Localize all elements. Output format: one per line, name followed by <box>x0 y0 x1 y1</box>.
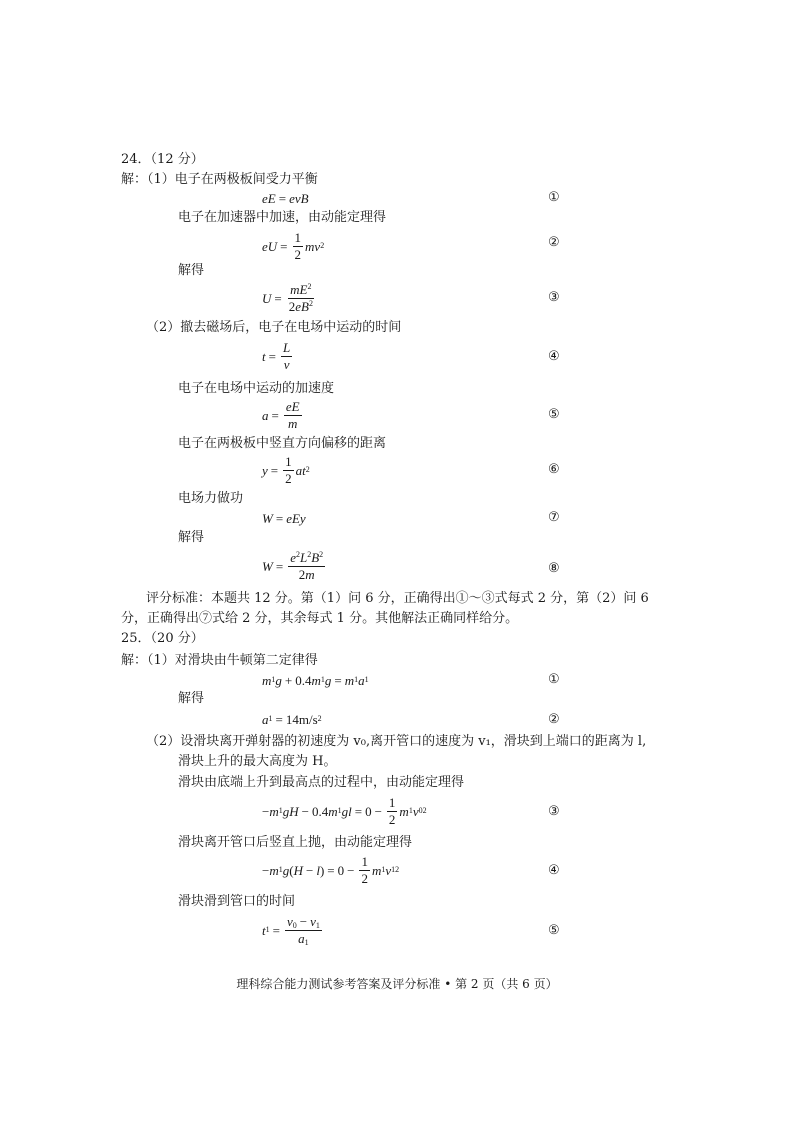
q24-eq-6: y = $\frac{1}{2}$ at 2 <box>262 453 310 486</box>
q25-mark-1: ① <box>548 672 560 687</box>
q24-line-4: （2）撤去磁场后，电子在电场中运动的时间 <box>146 320 402 335</box>
q25-eq-5: t 1 = $\frac{v_0 - v_1}{a_1}$ <box>262 913 320 947</box>
q25-line-7: 滑块滑到管口的时间 <box>178 894 296 909</box>
q25-mark-3: ③ <box>548 804 560 819</box>
q24-eq-2: eU = $\frac{1}{2}$ mv 2 <box>262 229 325 262</box>
q24-line-3: 解得 <box>178 263 205 278</box>
q24-eq-7: W = eEy <box>262 510 306 526</box>
q24-header: 24．（12 分） <box>121 152 204 167</box>
q24-line-1: 解：（1）电子在两极板间受力平衡 <box>121 172 318 187</box>
q24-mark-3: ③ <box>548 290 560 305</box>
q25-line-5: 滑块由底端上升到最高点的过程中，由动能定理得 <box>178 775 465 790</box>
q25-eq-4: − m 1 g ( H − l ) = 0 − $\frac{1}{2}$ m 1 v 1 2 <box>262 853 400 886</box>
page-footer: 理科综合能力测试参考答案及评分标准 • 第 2 页（共 6 页） <box>236 977 558 991</box>
q24-eq-3: U = $\frac{mE^2}{2eB^2}$ <box>262 281 313 314</box>
q24-scoring-2: 分，正确得出⑦式给 2 分，其余每式 1 分。其他解法正确同样给分。 <box>121 611 519 626</box>
q25-eq-1: m 1 g + 0.4 m 1 g = m 1 a 1 <box>262 672 369 688</box>
q24-line-8: 解得 <box>178 530 205 545</box>
q25-header: 25．（20 分） <box>121 631 204 646</box>
q24-line-5: 电子在电场中运动的加速度 <box>178 381 335 396</box>
q25-line-4: 滑块上升的最大高度为 H。 <box>178 754 337 769</box>
q24-eq-8: W = $\frac{e^2L^2B^2}{2m}$ <box>262 549 324 582</box>
q24-line-2: 电子在加速器中加速，由动能定理得 <box>178 210 387 225</box>
q25-line-1: 解：（1）对滑块由牛顿第二定律得 <box>121 653 318 668</box>
q25-eq-2: a 1 = 14m/s 2 <box>262 711 322 727</box>
q25-mark-2: ② <box>548 712 560 727</box>
q25-line-2: 解得 <box>178 691 205 706</box>
q24-mark-2: ② <box>548 235 560 250</box>
q24-line-7: 电场力做功 <box>178 491 244 506</box>
q24-mark-5: ⑤ <box>548 407 560 422</box>
q24-eq-1: eE = evB <box>262 190 309 206</box>
q24-mark-6: ⑥ <box>548 462 560 477</box>
q25-eq-3: − m 1 gH − 0.4 m 1 gl = 0 − $\frac{1}{2}$ m 1 v 0 2 <box>262 794 427 827</box>
q24-eq-5: a = $\frac{eE}{m}$ <box>262 398 300 431</box>
q24-eq-4: t = $\frac{L}{v}$ <box>262 339 291 372</box>
q24-mark-4: ④ <box>548 349 560 364</box>
q25-line-6: 滑块离开管口后竖直上抛，由动能定理得 <box>178 835 413 850</box>
q25-mark-4: ④ <box>548 863 560 878</box>
q25-line-3: （2）设滑块离开弹射器的初速度为 v₀,离开管口的速度为 v₁，滑块到上端口的距离为 l, <box>146 734 647 749</box>
q24-mark-1: ① <box>548 190 560 205</box>
q24-mark-8: ⑧ <box>548 561 560 576</box>
q24-scoring-1: 评分标准：本题共 12 分。第（1）问 6 分，正确得出①～③式每式 2 分，第（2）问 6 <box>146 591 649 606</box>
q24-line-6: 电子在两极板中竖直方向偏移的距离 <box>178 436 387 451</box>
q24-mark-7: ⑦ <box>548 510 560 525</box>
q25-mark-5: ⑤ <box>548 923 560 938</box>
